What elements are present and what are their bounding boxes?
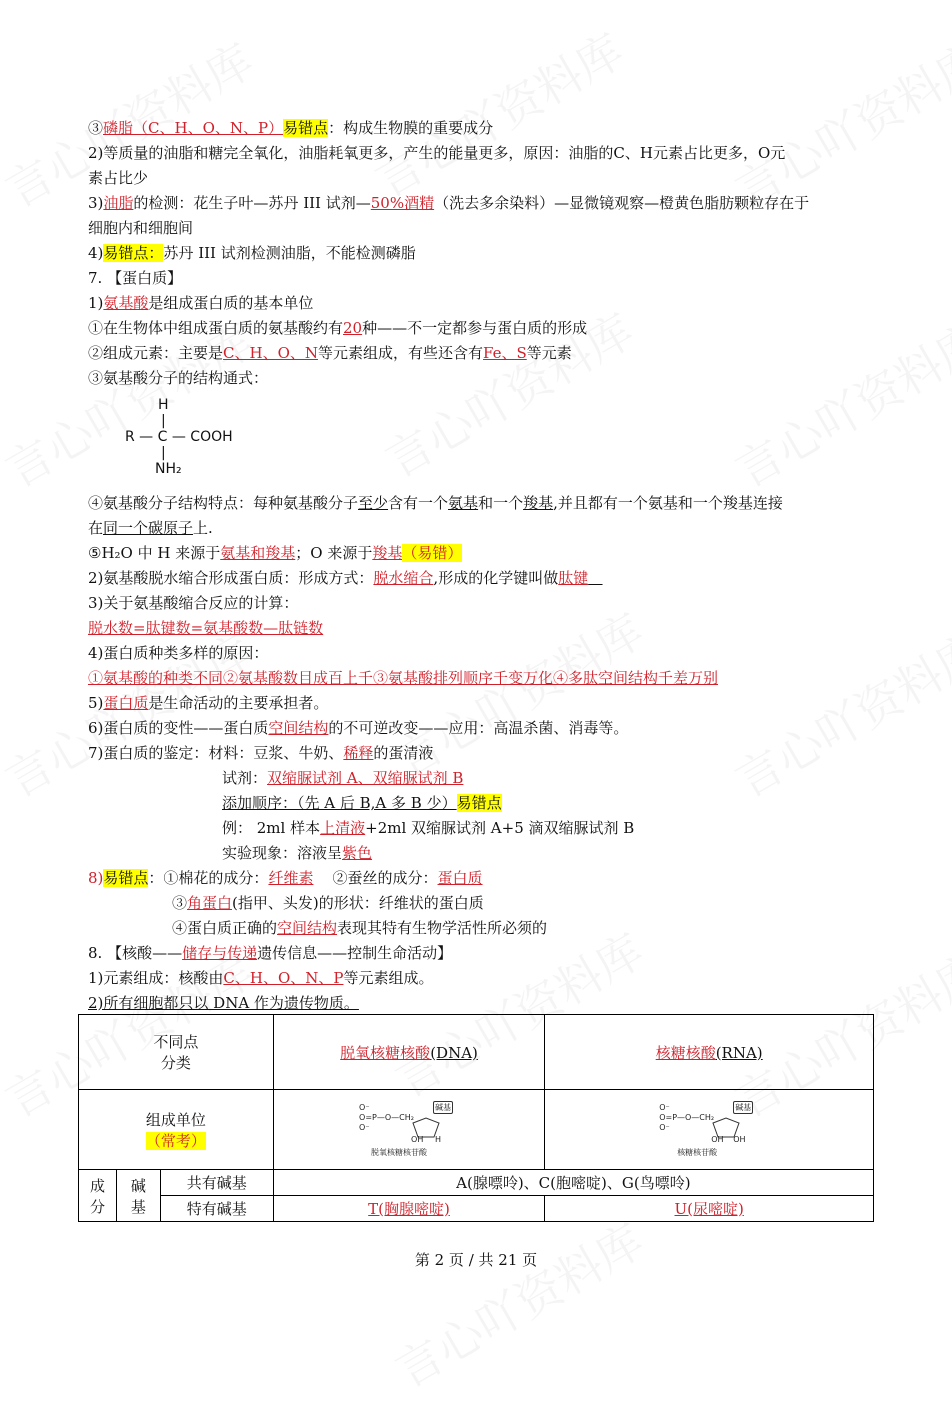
protein-heading: 7. 【蛋白质】 [88, 269, 183, 287]
protein-p3: 3)关于氨基酸缩合反应的计算： [88, 594, 299, 612]
frequently-tested-tag: （常考） [145, 1131, 206, 1150]
unit-label-cell: 组成单位 （常考） [79, 1090, 274, 1170]
unique-base-label: 特有碱基 [160, 1196, 273, 1222]
protein-p7: 7)蛋白质的鉴定：材料：豆浆、牛奶、稀释的蛋清液 [88, 744, 434, 762]
oil-point-2: 2)等质量的油脂和糖完全氧化，油脂耗氧更多，产生的能量更多，原因：油脂的C、H元素占比更多，O元 [88, 144, 786, 162]
component-label: 成 分 [79, 1170, 117, 1222]
protein-p1a: ①在生物体中组成蛋白质的氨基酸约有20种——不一定都参与蛋白质的形成 [88, 319, 588, 337]
protein-p5: 5)蛋白质是生命活动的主要承担者。 [88, 694, 329, 712]
protein-p7-reagent: 试剂：双缩脲试剂 A、双缩脲试剂 B [222, 769, 464, 787]
watermark [382, 1205, 654, 1400]
nucleic-acid-table [78, 1014, 874, 1222]
protein-p8c: ④蛋白质正确的空间结构表现其特有生物学活性所必须的 [172, 919, 548, 937]
protein-p1c: ③氨基酸分子的结构通式： [88, 369, 269, 387]
protein-p6: 6)蛋白质的变性——蛋白质空间结构的不可逆改变——应用：高温杀菌、消毒等。 [88, 719, 629, 737]
nucleic-n1: 1)元素组成：核酸由C、H、O、N、P等元素组成。 [88, 969, 434, 987]
amino-acid-formula: H | R — C — COOH | NH₂ [125, 397, 233, 477]
ribonucleotide-diagram: O⁻ O=P—O—CH₂ O⁻ 碱基 OH OH 核糖核苷酸 [659, 1102, 752, 1157]
protein-p1b: ②组成元素：主要是C、H、O、N等元素组成，有些还含有Fe、S等元素 [88, 344, 572, 362]
phospholipid-name: 磷脂（C、H、O、N、P） [103, 119, 284, 137]
protein-p7-result: 实验现象：溶液呈紫色 [222, 844, 373, 862]
oil-point-2-cont: 素占比少 [88, 169, 149, 187]
protein-p2: 2)氨基酸脱水缩合形成蛋白质：形成方式：脱水缩合,形成的化学键叫做肽键 [88, 569, 589, 587]
protein-p3-formula: 脱水数=肽键数=氨基酸数—肽链数 [88, 619, 324, 637]
watermark [722, 615, 952, 810]
protein-p8: 8)易错点：①棉花的成分：纤维素 ②蚕丝的成分：蛋白质 [88, 869, 483, 887]
table-corner: 不同点 分类 [79, 1015, 274, 1090]
protein-p4-reasons: ①氨基酸的种类不同②氨基酸数目成百上千③氨基酸排列顺序千变万化④多肽空间结构千差万别 [88, 669, 719, 687]
rna-unit-caption: 核糖核苷酸 [677, 1147, 718, 1157]
nucleic-n2: 2)所有细胞都只以 DNA 作为遗传物质。 [88, 994, 359, 1012]
nucleic-heading: 8. 【核酸——储存与传递遗传信息——控制生命活动】 [88, 944, 453, 962]
dna-unique-base: T(胸腺嘧啶) [273, 1196, 545, 1222]
oil-point-4: 4)易错点：苏丹 III 试剂检测油脂，不能检测磷脂 [88, 244, 416, 262]
error-prone-tag: 易错点： [103, 244, 164, 262]
protein-p1d-cont: 在同一个碳原子上. [88, 519, 213, 537]
watermark [362, 15, 634, 210]
error-prone-tag: （易错） [402, 544, 463, 562]
deoxyribonucleotide-diagram: O⁻ O=P—O—CH₂ O⁻ 碱基 OH H 脱氧核糖核苷酸 [359, 1102, 452, 1157]
dna-header: 脱氧核糖核酸(DNA) [273, 1015, 545, 1090]
dna-unit-caption: 脱氧核糖核苷酸 [371, 1147, 428, 1157]
protein-p7-example: 例： 2ml 样本上清液+2ml 双缩脲试剂 A+5 滴双缩脲试剂 B [222, 819, 635, 837]
dna-unit-cell [273, 1090, 545, 1170]
shared-base-label: 共有碱基 [160, 1170, 273, 1196]
error-prone-tag: 易错点 [456, 794, 502, 812]
rna-unique-base: U(尿嘧啶) [545, 1196, 874, 1222]
base-label: 碱 基 [116, 1170, 160, 1222]
protein-p1e: ⑤H₂O 中 H 来源于氨基和羧基；O 来源于羧基（易错） [88, 544, 463, 562]
rna-header: 核糖核酸(RNA) [545, 1015, 874, 1090]
error-prone-tag: 易错点 [103, 869, 149, 887]
shared-base-value: A(腺嘌呤)、C(胞嘧啶)、G(鸟嘌呤) [273, 1170, 873, 1196]
protein-p8b: ③角蛋白(指甲、头发)的形状：纤维状的蛋白质 [172, 894, 484, 912]
watermark [722, 25, 952, 220]
protein-p1: 1)氨基酸是组成蛋白质的基本单位 [88, 294, 314, 312]
rna-unit-cell [545, 1090, 874, 1170]
oil-point-3-cont: 细胞内和细胞间 [88, 219, 194, 237]
phospholipid-line: ③磷脂（C、H、O、N、P）易错点：构成生物膜的重要成分 [88, 119, 494, 137]
page-footer: 第 2 页 / 共 21 页 [414, 1251, 538, 1269]
protein-p1d: ④氨基酸分子结构特点：每种氨基酸分子至少含有一个氨基和一个羧基,并且都有一个氨基和一个羧基连接 [88, 494, 783, 512]
error-prone-tag: 易错点 [283, 119, 329, 137]
protein-p4: 4)蛋白质种类多样的原因： [88, 644, 269, 662]
protein-p7-order: 添加顺序：（先 A 后 B,A 多 B 少）易错点 [222, 794, 502, 812]
oil-point-3: 3)油脂的检测：花生子叶—苏丹 III 试剂—50%酒精（洗去多余染料）—显微镜观察—橙黄色脂肪颗粒存在于 [88, 194, 810, 212]
watermark [722, 305, 952, 500]
